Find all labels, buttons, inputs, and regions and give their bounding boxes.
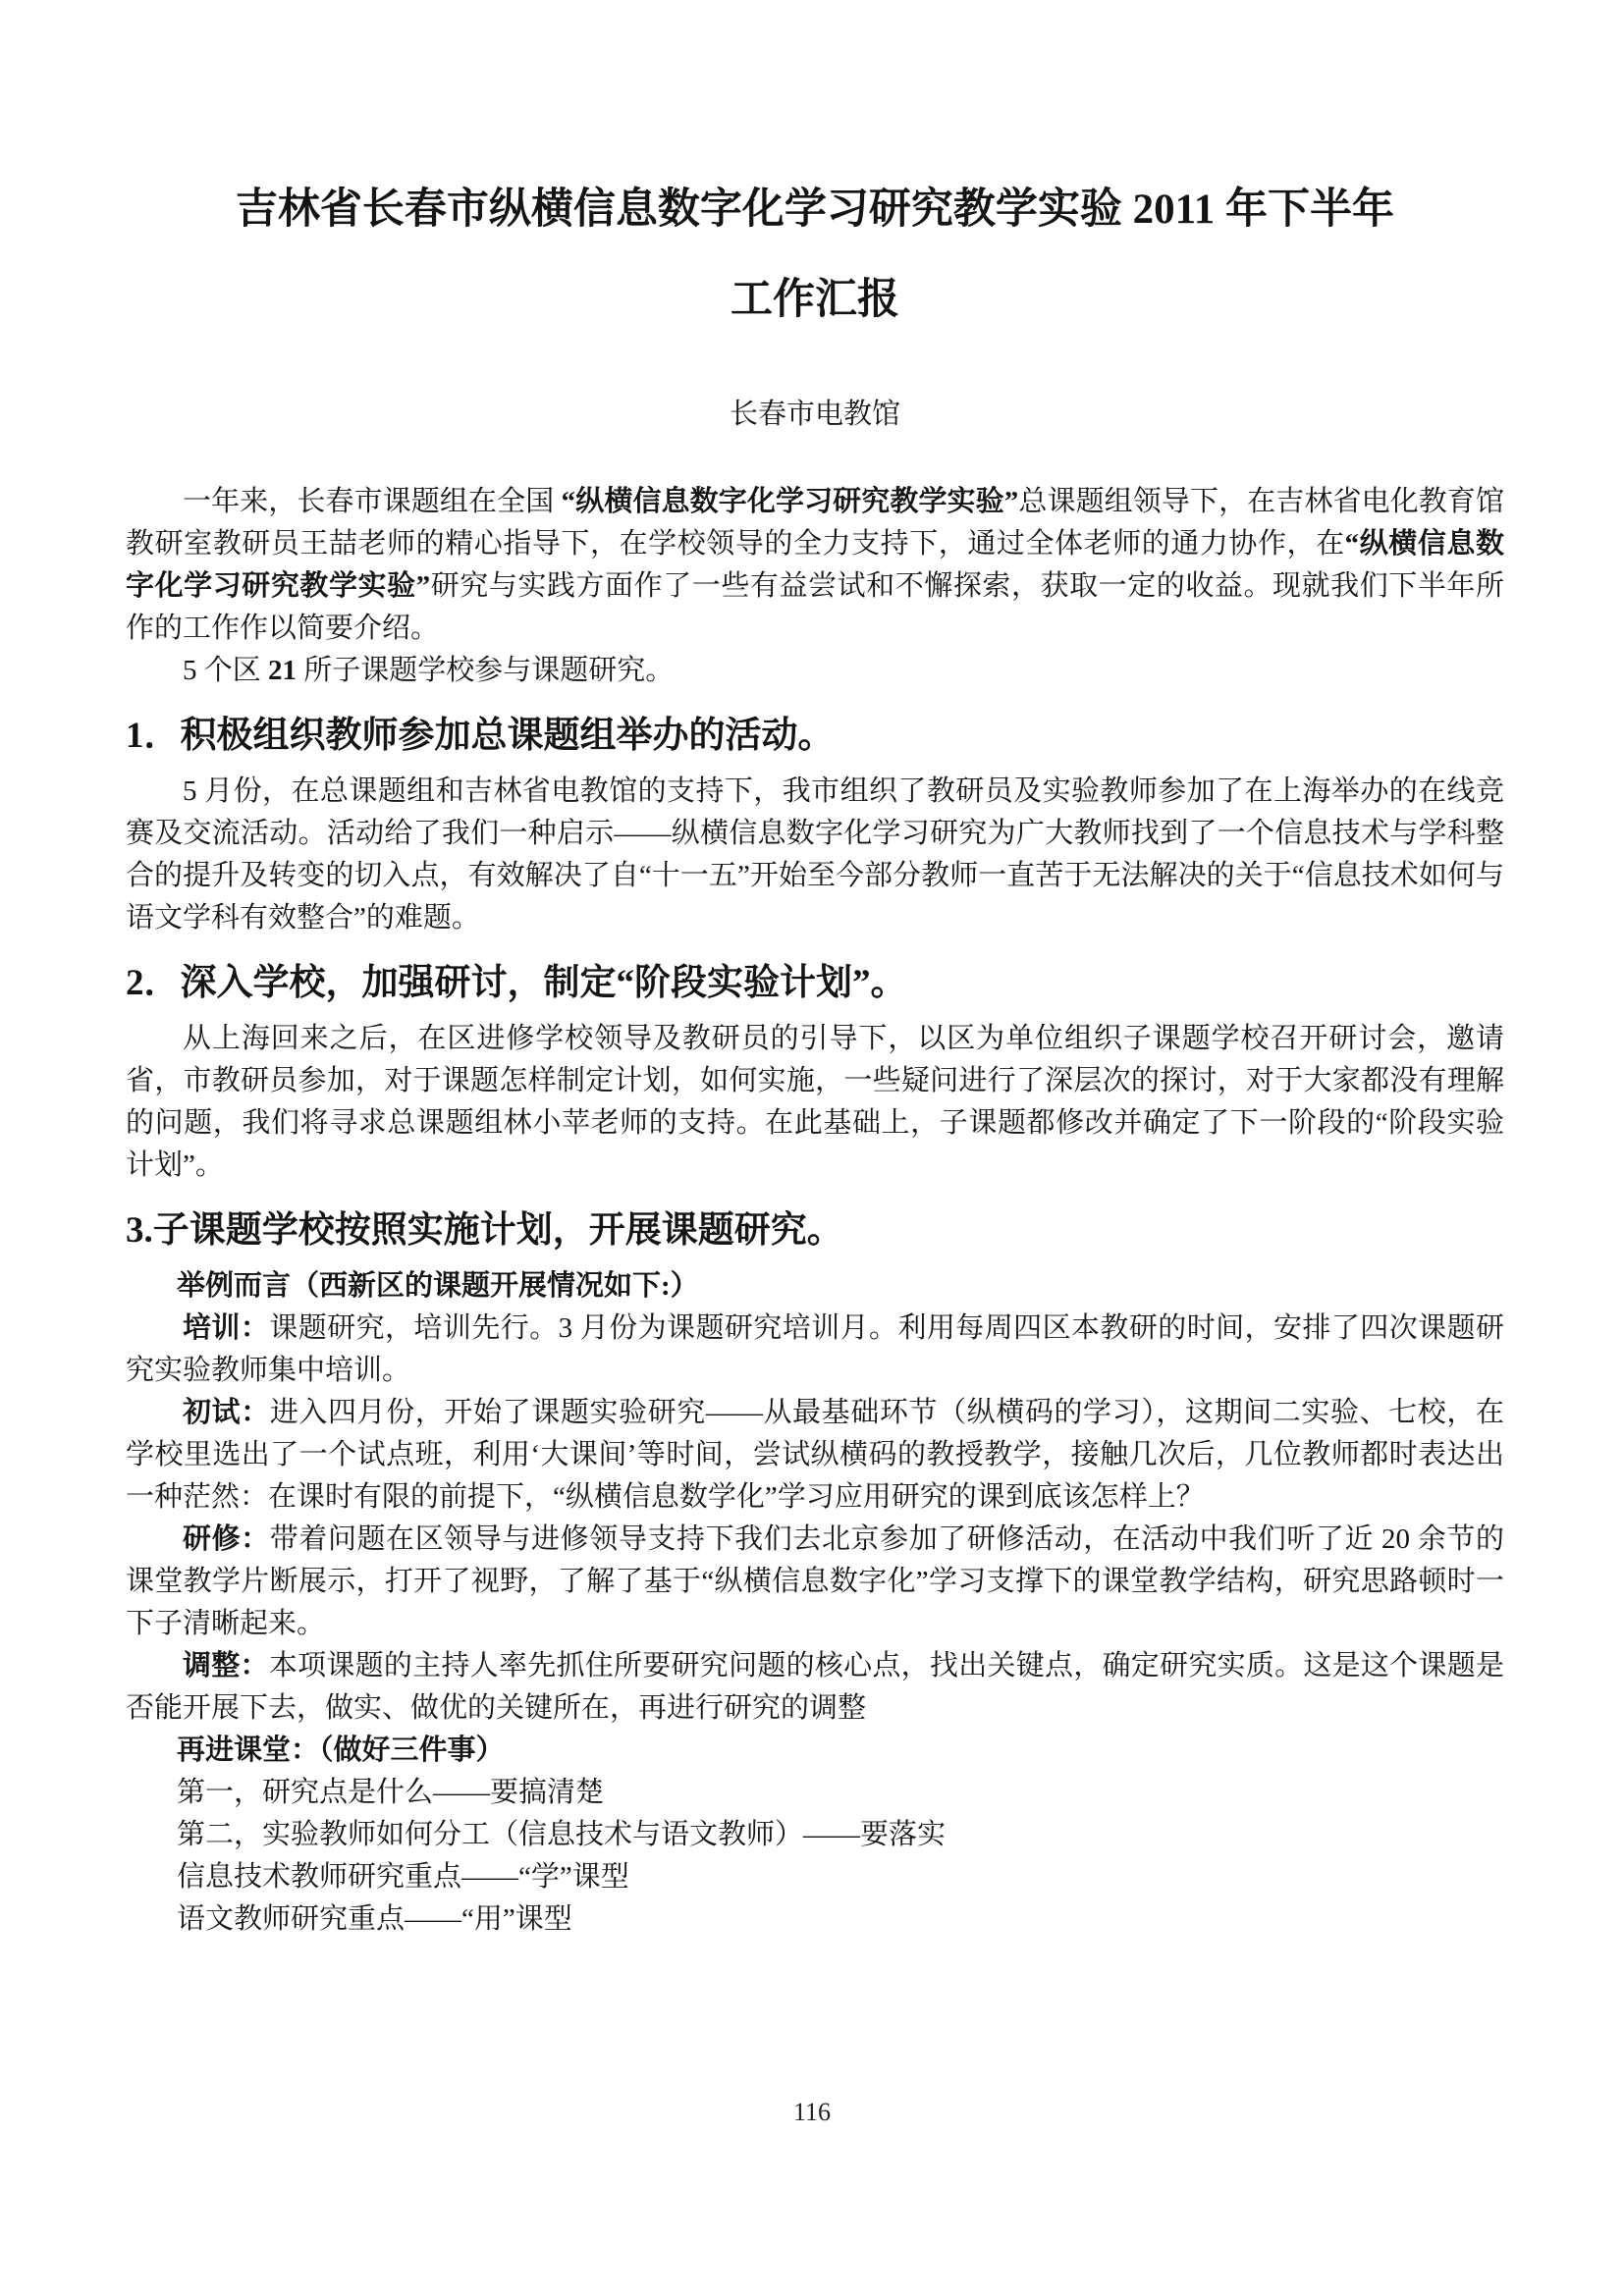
example-note: 举例而言（西新区的课题开展情况如下:） xyxy=(177,1270,699,1302)
section-1-heading: 1．积极组织教师参加总课题组举办的活动。 xyxy=(126,716,835,756)
participation-text: 5 个区 xyxy=(183,655,269,686)
classroom-line-2: 第二，实验教师如何分工（信息技术与语文教师）——要落实 xyxy=(177,1819,947,1850)
title-line-2: 工作汇报 xyxy=(731,277,899,323)
intro-text-segment: 一年来，长春市课题组在全国 xyxy=(183,486,562,517)
step-training xyxy=(126,1308,1504,1392)
step-adjustment-text: 本项课题的主持人率先抓住所要研究问题的核心点，找出关键点，确定研究实质。这是这个课题是否能开展下去，做实、做优的关键所在，再进行研究的调整 xyxy=(126,1650,1504,1724)
step-training-label: 培训： xyxy=(183,1312,270,1344)
section-2-heading: 2．深入学校，加强研讨，制定“阶段实验计划”。 xyxy=(126,963,907,1003)
section-3-heading: 3.子课题学校按照实施计划，开展课题研究。 xyxy=(126,1210,843,1251)
section-1-body: 5 月份，在总课题组和吉林省电教馆的支持下，我市组织了教研员及实验教师参加了在上海举办的在线竞赛及交流活动。活动给了我们一种启示——纵横信息数字化学习研究为广大教师找到了一个信息技术与学科整合的提升及转变的切入点，有效解决了自“十一五”开始至今部分教师一直苦于无法解决的关于“信息技术如何与语文学科有效整合”的难题。 xyxy=(126,775,1504,934)
classroom-line-1: 第一，研究点是什么——要搞清楚 xyxy=(177,1777,605,1808)
intro-bold-quote-1: “纵横信息数字化学习研究教学实验” xyxy=(561,486,1019,517)
author-line: 长春市电教馆 xyxy=(729,399,900,430)
classroom-line-3: 信息技术教师研究重点——“学”课型 xyxy=(177,1861,629,1893)
step-adjustment xyxy=(126,1645,1504,1730)
document-title xyxy=(126,165,1504,346)
step-workshop xyxy=(126,1519,1504,1645)
step-first-try-text: 进入四月份，开始了课题实验研究——从最基础环节（纵横码的学习），这期间二实验、七校，在学校里选出了一个试点班，利用‘大课间’等时间，尝试纵横码的教授教学，接触几次后，几位教师都时表达出一种茫然：在课时有限的前提下，“纵横信息数学化”学习应用研究的课到底该怎样上？ xyxy=(126,1397,1504,1513)
section-2-body: 从上海回来之后，在区进修学校领导及教研员的引导下，以区为单位组织子课题学校召开研讨会，邀请省，市教研员参加，对于课题怎样制定计划，如何实施，一些疑问进行了深层次的探讨，对于大家都没有理解的问题，我们将寻求总课题组林小苹老师的支持。在此基础上，子课题都修改并确定了下一阶段的“阶段实验计划”。 xyxy=(126,1023,1504,1181)
participation-count: 21 xyxy=(268,655,298,686)
page-number: 116 xyxy=(792,2098,832,2126)
intro-paragraph xyxy=(126,481,1504,650)
intro-bold-quote-2: “纵横信息数字化学习研究教学实验” xyxy=(126,528,1504,602)
step-training-text: 课题研究，培训先行。3 月份为课题研究培训月。利用每周四区本教研的时间，安排了四次课题研究实验教师集中培训。 xyxy=(126,1312,1504,1386)
intro-text-segment: 总课题组领导下，在吉林省电化教育馆教研室教研员王喆老师的精心指导下，在学校领导的全力支持下，通过全体老师的通力协作，在 xyxy=(126,486,1504,560)
step-adjustment-label: 调整： xyxy=(183,1650,269,1682)
classroom-heading: 再进课堂：（做好三件事） xyxy=(177,1735,505,1766)
title-line-1: 吉林省长春市纵横信息数字化学习研究教学实验 2011 年下半年 xyxy=(235,187,1395,233)
classroom-line-4: 语文教师研究重点——“用”课型 xyxy=(177,1903,572,1935)
step-workshop-text: 带着问题在区领导与进修领导支持下我们去北京参加了研修活动，在活动中我们听了近 20 余节的课堂教学片断展示，打开了视野，了解了基于“纵横信息数字化”学习支撑下的课堂教学结构，研究思路顿时一下子清晰起来。 xyxy=(126,1523,1504,1639)
step-first-try xyxy=(126,1392,1504,1519)
participation-text: 所子课题学校参与课题研究。 xyxy=(297,655,675,686)
step-first-try-label: 初试： xyxy=(183,1397,270,1428)
step-workshop-label: 研修： xyxy=(183,1523,270,1555)
participation-line xyxy=(126,650,1504,692)
intro-text-segment: 研究与实践方面作了一些有益尝试和不懈探索，获取一定的收益。现就我们下半年所作的工作作以简要介绍。 xyxy=(126,570,1504,644)
